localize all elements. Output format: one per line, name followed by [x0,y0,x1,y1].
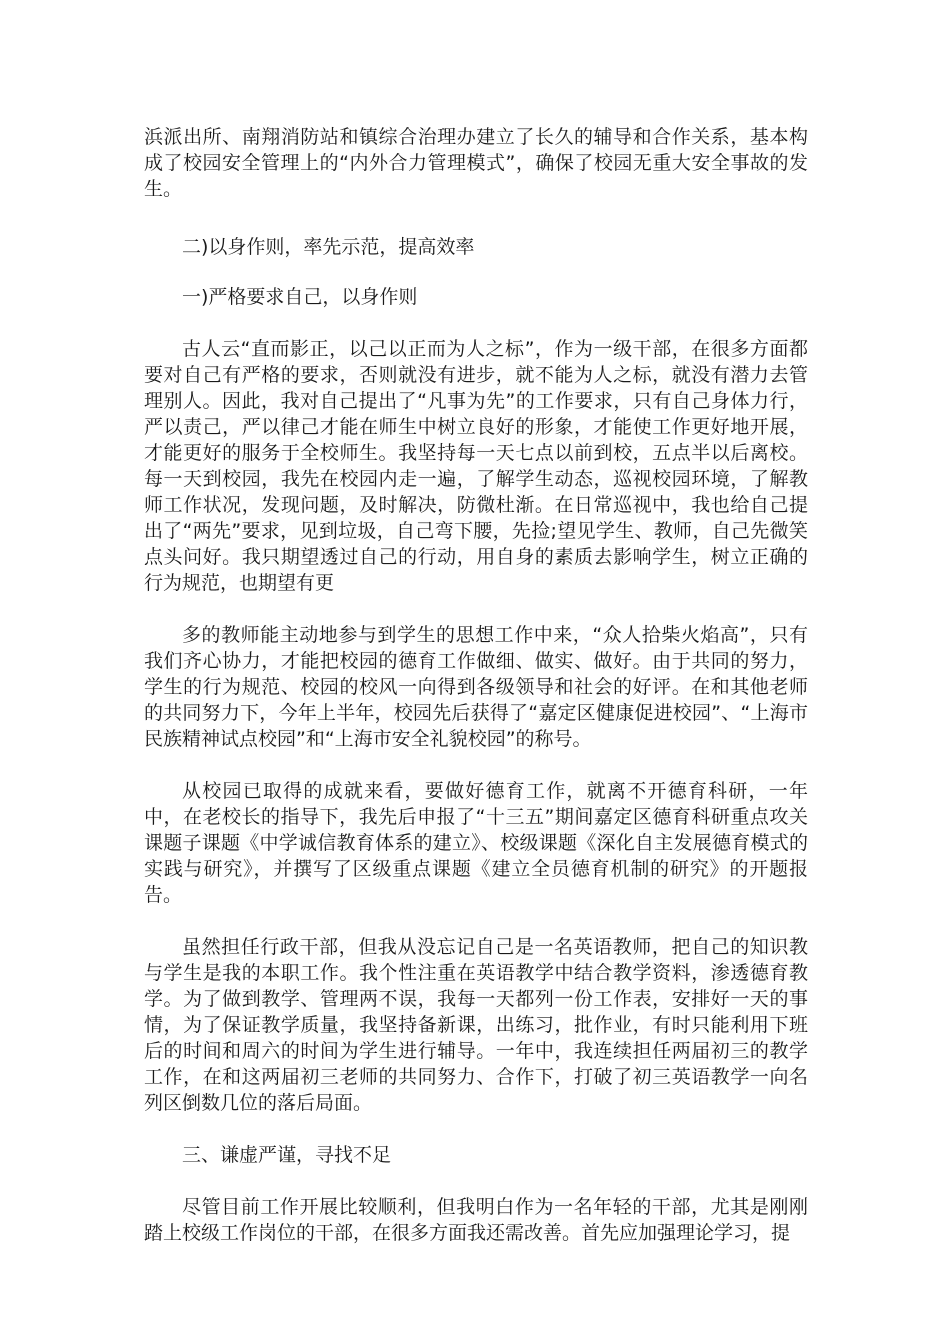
paragraph-safety-cooperation: 浜派出所、南翔消防站和镇综合治理办建立了长久的辅导和合作关系，基本构成了校园安全管理上的“内外合力管理模式”，确保了校园无重大安全事故的发生。 [144,126,808,200]
subsection-heading-strict-self-discipline: 一)严格要求自己，以身作则 [182,286,418,308]
paragraph-english-teaching: 虽然担任行政干部，但我从没忘记自己是一名英语教师，把自己的知识教与学生是我的本职工作。我个性注重在英语教学中结合教学资料，渗透德育教学。为了做到教学、管理两不误，我每一天都列一份工作表，安排好一天的事情，为了保证教学质量，我坚持备新课，出练习，批作业，有时只能利用下班后的时间和周六的时间为学生进行辅导。一年中，我连续担任两届初三的教学工作，在和这两届初三老师的共同努力、合作下，打破了初三英语教学一向名列区倒数几位的落后局面。 [144,936,808,1114]
section-heading-humble-rigorous: 三、谦虚严谨，寻找不足 [182,1144,392,1166]
section-heading-lead-by-example: 二)以身作则，率先示范，提高效率 [182,236,475,258]
paragraph-shortcomings: 尽管目前工作开展比较顺利，但我明白作为一名年轻的干部，尤其是刚刚踏上校级工作岗位的干部，在很多方面我还需改善。首先应加强理论学习，提 [144,1196,808,1244]
paragraph-self-requirements: 古人云“直而影正，以己以正而为人之标”，作为一级干部，在很多方面都要对自己有严格的要求，否则就没有进步，就不能为人之标，就没有潜力去管理别人。因此，我对自己提出了“凡事为先”的工作要求，只有自己身体力行，严以责己，严以律己才能在师生中树立良好的形象，才能使工作更好地开展，才能更好的服务于全校师生。我坚持每一天七点以前到校，五点半以后离校。每一天到校园，我先在校园内走一遍，了解学生动态，巡视校园环境，了解教师工作状况，发现问题，及时解决，防微杜渐。在日常巡视中，我也给自己提出了“两先”要求，见到垃圾，自己弯下腰，先捡;望见学生、教师，自己先微笑点头问好。我只期望透过自己的行动，用自身的素质去影响学生，树立正确的行为规范，也期望有更 [144,338,808,594]
paragraph-teacher-participation: 多的教师能主动地参与到学生的思想工作中来，“众人拾柴火焰高”，只有我们齐心协力，才能把校园的德育工作做细、做实、做好。由于共同的努力，学生的行为规范、校园的校风一向得到各级领导和社会的好评。在和其他老师的共同努力下，今年上半年，校园先后获得了“嘉定区健康促进校园”、“上海市民族精神试点校园”和“上海市安全礼貌校园”的称号。 [144,624,808,750]
document-body [144,120,808,1246]
paragraph-moral-education-research: 从校园已取得的成就来看，要做好德育工作，就离不开德育科研，一年中，在老校长的指导下，我先后申报了“十三五”期间嘉定区德育科研重点攻关课题子课题《中学诚信教育体系的建立》、校级课题《深化自主发展德育模式的实践与研究》，并撰写了区级重点课题《建立全员德育机制的研究》的开题报告。 [144,780,808,906]
